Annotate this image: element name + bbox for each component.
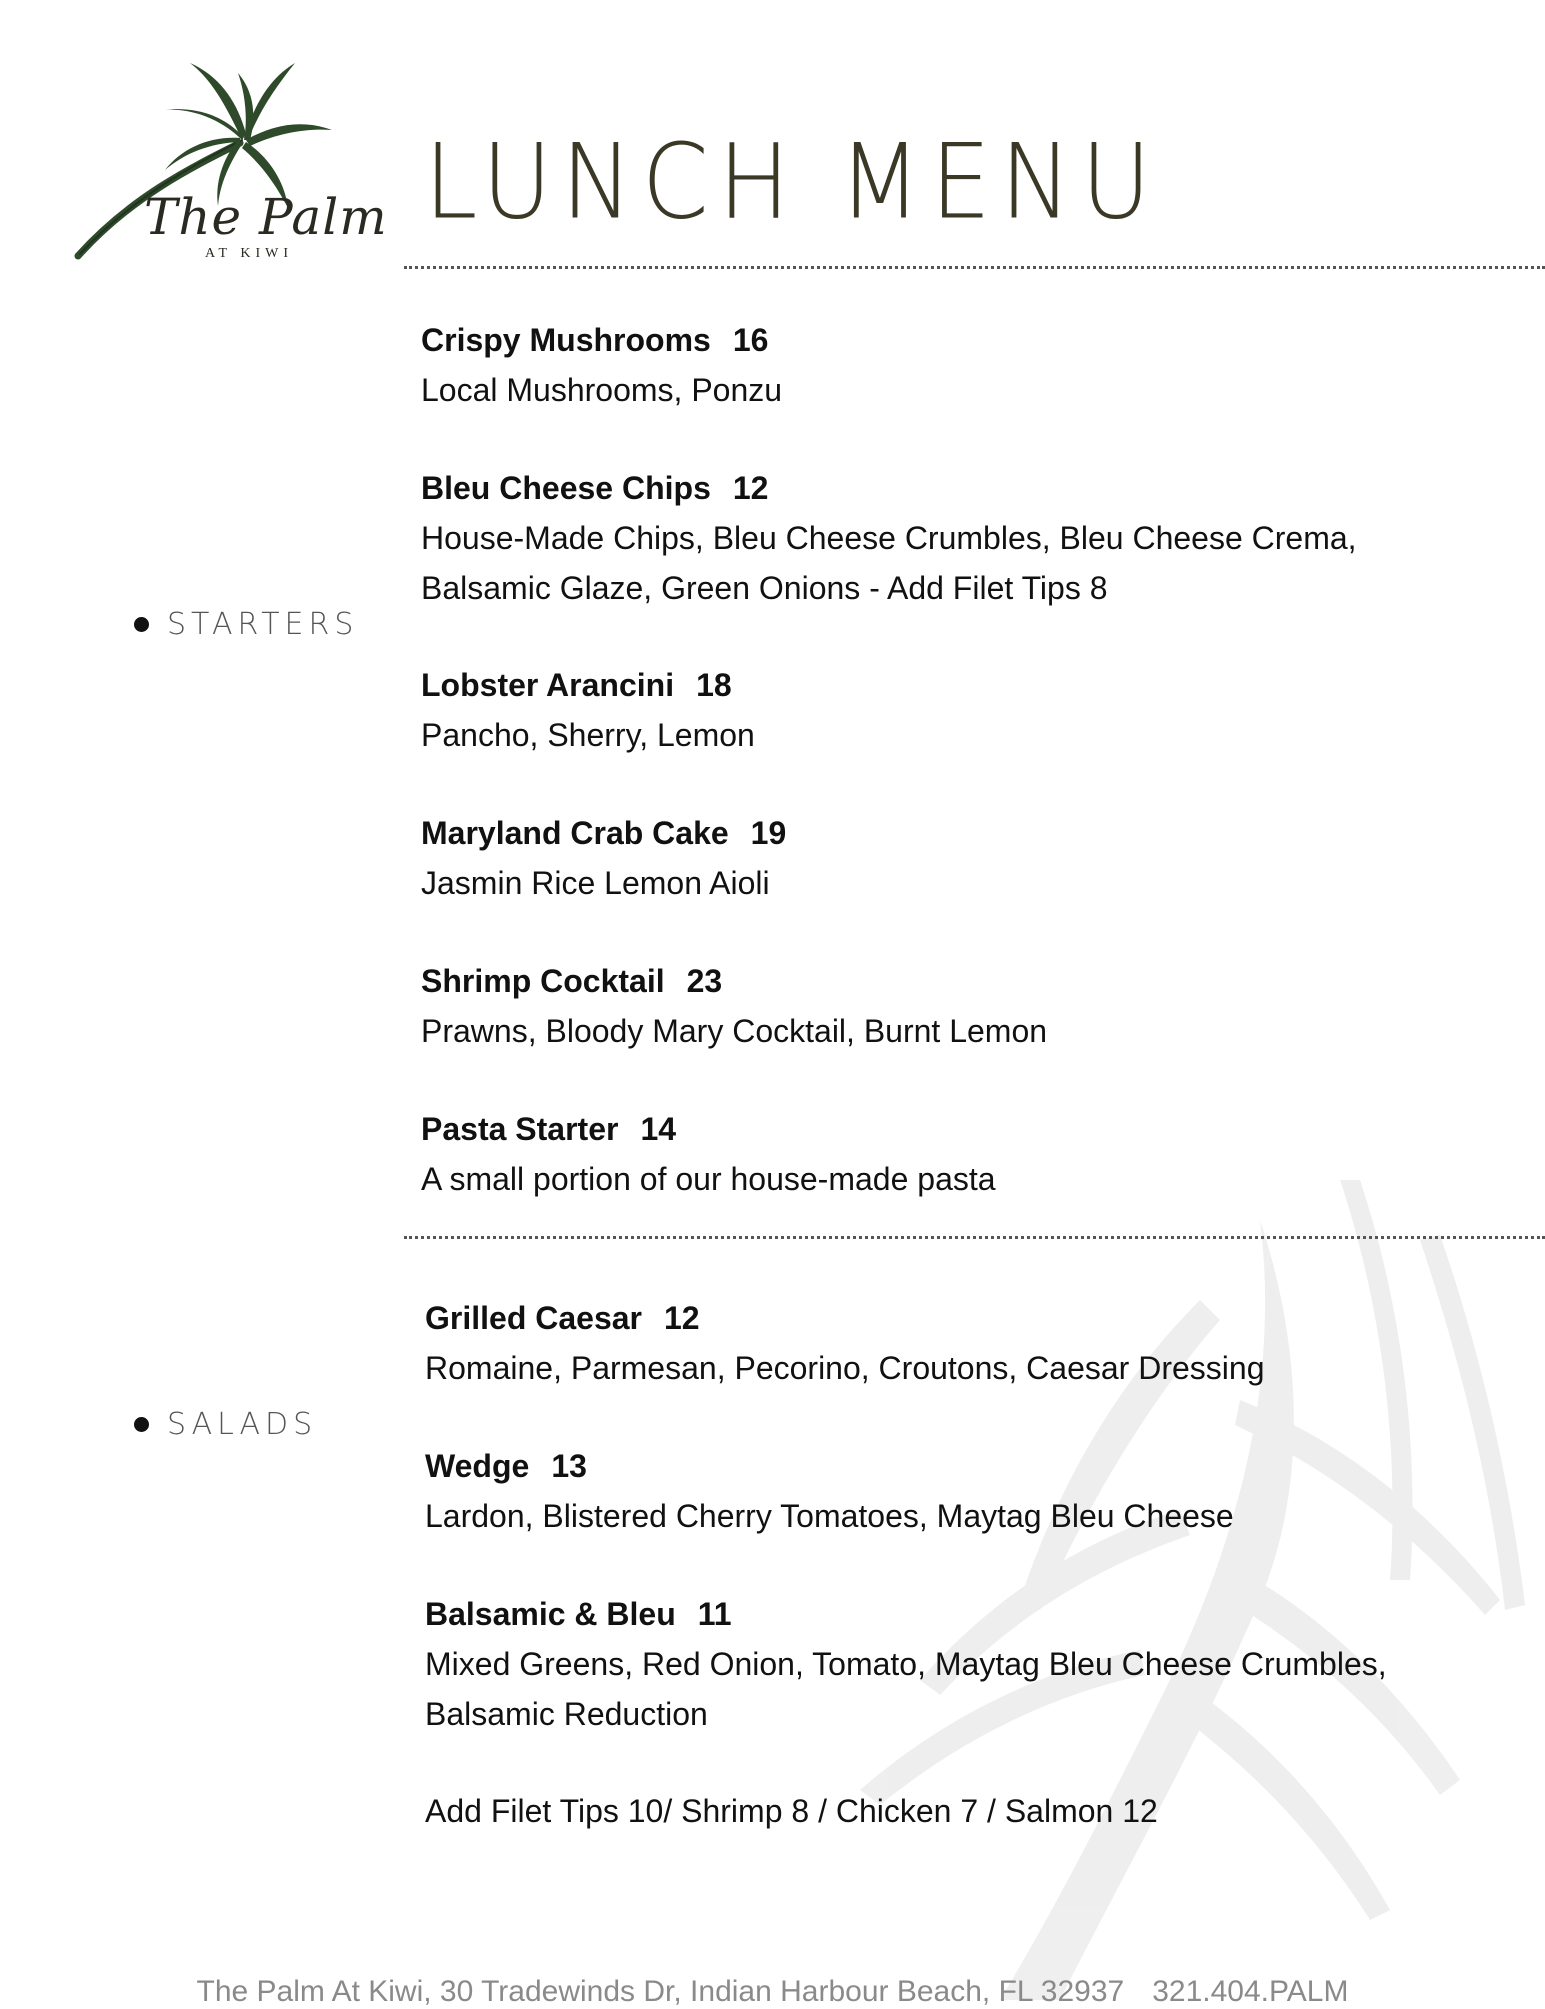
item-name: Bleu Cheese Chips (421, 470, 711, 506)
item-name-row (421, 956, 1357, 1006)
item-name: Grilled Caesar (425, 1300, 642, 1336)
item-description: Balsamic Glaze, Green Onions - Add Filet Tips 8 (421, 570, 1108, 606)
item-description: Prawns, Bloody Mary Cocktail, Burnt Lemon (421, 1013, 1048, 1049)
item-description: Jasmin Rice Lemon Aioli (421, 865, 770, 901)
logo-script-text: The Palm (144, 188, 388, 246)
menu-item (421, 463, 1357, 660)
section-title: SALADS (167, 1407, 318, 1442)
item-name-row (425, 1589, 1387, 1639)
item-name-row (421, 463, 1357, 513)
item-description: House-Made Chips, Bleu Cheese Crumbles, Bleu Cheese Crema, (421, 520, 1357, 556)
item-price: 12 (664, 1300, 700, 1336)
item-price: 13 (551, 1448, 587, 1484)
item-price: 16 (732, 322, 769, 358)
item-name: Balsamic & Bleu (425, 1596, 676, 1632)
item-name-row (421, 660, 1357, 710)
item-price: 19 (750, 815, 787, 851)
item-price: 23 (686, 963, 723, 999)
item-name: Pasta Starter (421, 1111, 619, 1147)
section-label-starters (134, 607, 358, 642)
item-description: A small portion of our house-made pasta (421, 1161, 996, 1197)
menu-item (425, 1441, 1387, 1589)
item-name: Wedge (425, 1448, 530, 1484)
menu-item (425, 1293, 1387, 1441)
bullet-icon (134, 617, 149, 632)
page-title: LUNCH MENU (424, 121, 1161, 243)
starters-list (421, 315, 1357, 1204)
item-name-row (421, 315, 1357, 365)
item-description: Mixed Greens, Red Onion, Tomato, Maytag Bleu Cheese Crumbles, (425, 1646, 1387, 1682)
menu-item (421, 1104, 1357, 1204)
menu-item (421, 956, 1357, 1104)
menu-item (421, 660, 1357, 808)
item-name-row (425, 1293, 1387, 1343)
item-name-row (421, 808, 1357, 858)
item-name-row (421, 1104, 1357, 1154)
item-name: Crispy Mushrooms (421, 322, 711, 358)
footer (0, 1975, 1545, 2009)
salad-addons: Add Filet Tips 10/ Shrimp 8 / Chicken 7 / Salmon 12 (425, 1793, 1158, 1829)
item-description: Romaine, Parmesan, Pecorino, Croutons, Caesar Dressing (425, 1350, 1265, 1386)
menu-item (425, 1589, 1387, 1737)
item-description: Lardon, Blistered Cherry Tomatoes, Maytag Bleu Cheese (425, 1498, 1234, 1534)
menu-item (421, 315, 1357, 463)
footer-phone: 321.404.PALM (1152, 1975, 1349, 2008)
item-name: Maryland Crab Cake (421, 815, 729, 851)
item-description: Local Mushrooms, Ponzu (421, 372, 783, 408)
item-name-row (425, 1441, 1387, 1491)
section-divider (404, 1236, 1545, 1239)
logo (70, 48, 390, 278)
footer-address: The Palm At Kiwi, 30 Tradewinds Dr, Indian Harbour Beach, FL 32937 (196, 1975, 1125, 2008)
item-price: 12 (732, 470, 769, 506)
item-description: Balsamic Reduction (425, 1696, 708, 1732)
bullet-icon (134, 1417, 149, 1432)
item-name: Lobster Arancini (421, 667, 675, 703)
item-name: Shrimp Cocktail (421, 963, 665, 999)
logo-subtitle: AT KIWI (205, 246, 294, 261)
section-title: STARTERS (167, 607, 359, 642)
item-description: Pancho, Sherry, Lemon (421, 717, 755, 753)
item-price: 14 (640, 1111, 677, 1147)
header-divider (404, 266, 1545, 269)
salads-list (425, 1293, 1387, 1737)
section-label-salads (134, 1407, 317, 1442)
item-price: 18 (696, 667, 732, 703)
item-price: 11 (697, 1596, 732, 1632)
menu-item (421, 808, 1357, 956)
